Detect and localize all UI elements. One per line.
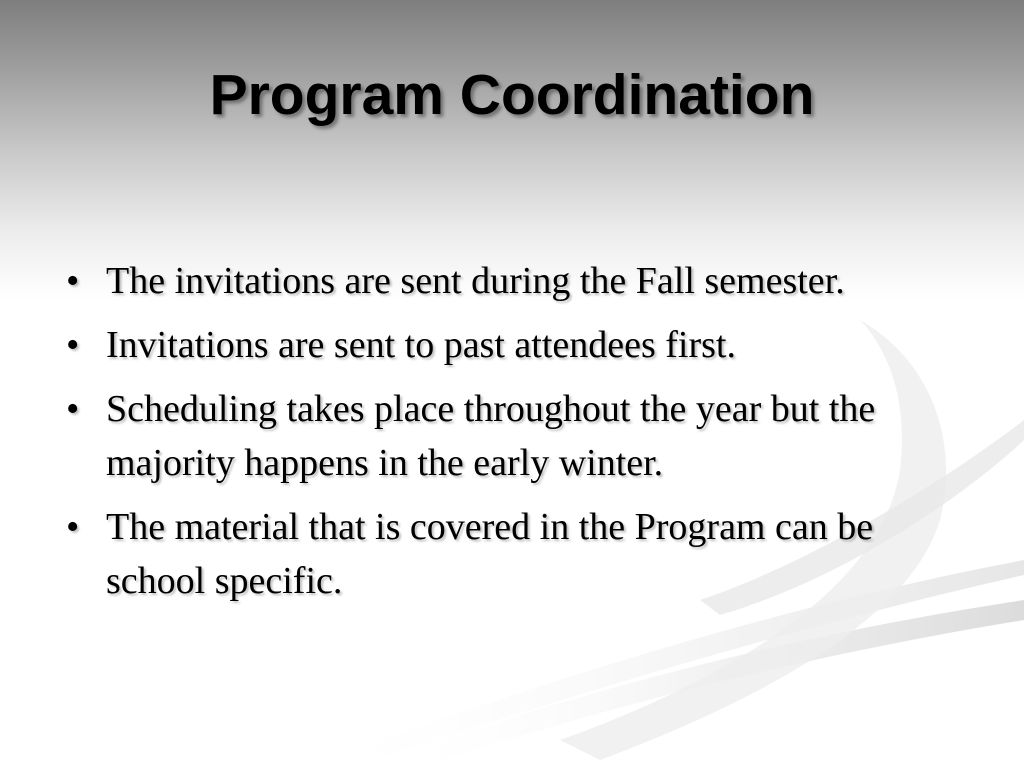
bullet-dot-icon: • xyxy=(66,324,80,366)
slide-title: Program Coordination xyxy=(209,63,815,127)
bullet-dot-icon: • xyxy=(66,388,80,430)
bullet-text: The material that is covered in the Program can be school specific. xyxy=(106,506,874,602)
bullet-text: Scheduling takes place throughout the year but the majority happens in the early winter. xyxy=(106,388,876,484)
bullet-text: Invitations are sent to past attendees first. xyxy=(106,324,736,366)
bullet-item xyxy=(66,318,966,372)
bullet-dot-icon: • xyxy=(66,506,80,548)
bullet-item xyxy=(66,254,966,308)
bullet-dot-icon: • xyxy=(66,260,80,302)
bullet-text: The invitations are sent during the Fall semester. xyxy=(106,260,845,302)
bullet-item xyxy=(66,382,966,490)
bullet-list xyxy=(66,254,966,618)
bullet-item xyxy=(66,500,966,608)
